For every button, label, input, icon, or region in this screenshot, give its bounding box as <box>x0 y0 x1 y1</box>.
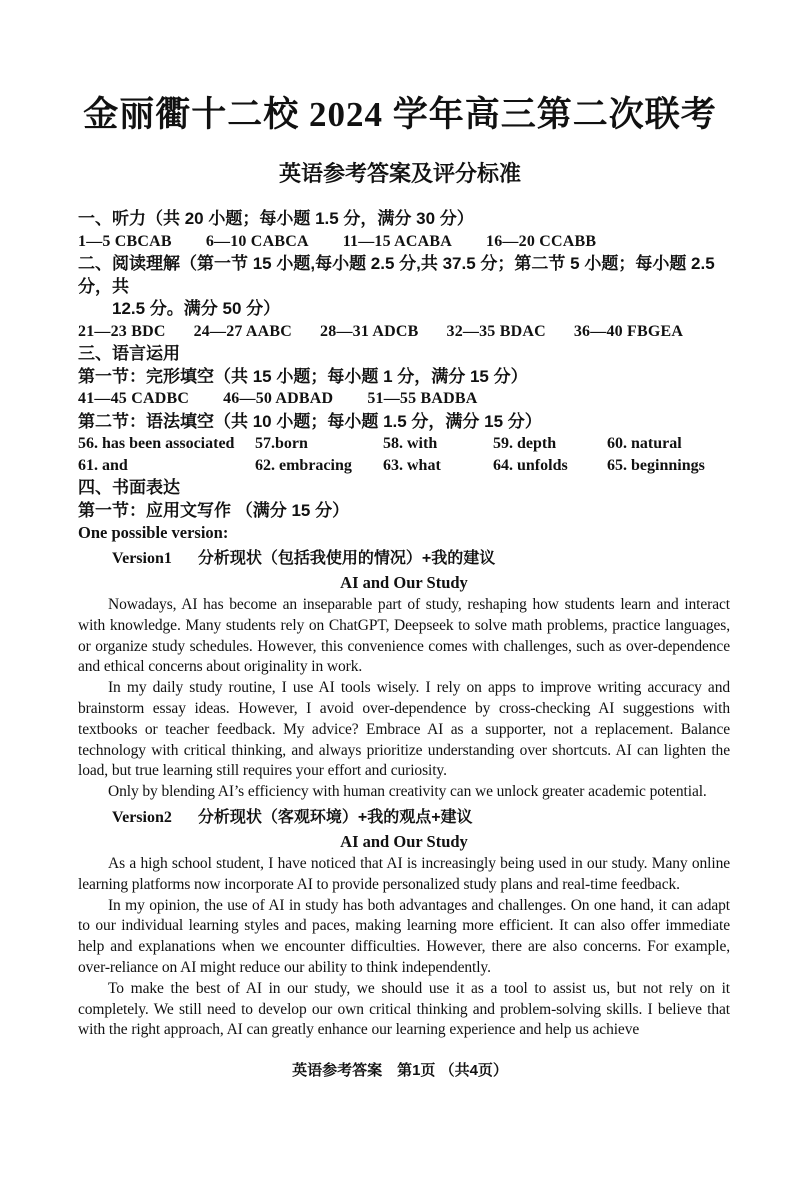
reading-heading-line1: 二、阅读理解（第一节 15 小题,每小题 2.5 分,共 37.5 分；第二节 5 小题；每小题 2.5 分，共 <box>78 254 715 296</box>
grammar-heading: 第二节：语法填空（共 10 小题；每小题 1.5 分，满分 15 分） <box>78 411 542 431</box>
version2-label: Version2 <box>112 808 172 826</box>
writing-section-heading: 四、书面表达 <box>78 478 180 497</box>
version2-essay-title: AI and Our Study <box>340 831 468 851</box>
essay-paragraph: As a high school student, I have noticed that AI is increasingly being used in our study. Many online learning platforms now incorporate AI to provide personalized study plans and real-time feedback. <box>78 854 730 893</box>
version1-label: Version1 <box>112 550 172 567</box>
grammar-answers-grid <box>78 433 730 477</box>
listening-answer-group: 11—15 ACABA <box>342 232 453 250</box>
grammar-answer-cell: 63. what <box>383 457 441 474</box>
listening-answer-group: 1—5 CBCAB <box>78 232 172 250</box>
reading-answer-group: 21—23 BDC <box>78 322 166 340</box>
page-footer: 英语参考答案 第1页 （共4页） <box>292 1062 508 1080</box>
language-use-heading: 三、语言运用 <box>78 344 180 363</box>
grammar-answer-cell: 65. beginnings <box>607 457 705 474</box>
writing-part1-heading: 第一节：应用文写作 （满分 15 分） <box>78 500 350 520</box>
grammar-answer-cell: 57.born <box>255 435 308 452</box>
reading-section-heading <box>78 253 730 321</box>
essay-paragraph: Nowadays, AI has become an inseparable part of study, reshaping how students learn and interact with knowledge. Many students rely on ChatGPT, Deepseek to solve math problems, practice languages, or organize study schedules. However, this convenience comes with challenges, such as over-dependence and ethical concerns about originality in work. <box>78 596 730 676</box>
cloze-heading: 第一节：完形填空（共 15 小题；每小题 1 分，满分 15 分） <box>78 366 528 386</box>
cloze-answer-group: 41—45 CADBC <box>78 390 190 407</box>
version1-heading <box>78 548 730 569</box>
cloze-answers-row <box>78 388 730 411</box>
version1-essay-title: AI and Our Study <box>340 573 468 592</box>
version2-essay-body <box>78 854 730 1041</box>
listening-answer-group: 16—20 CCABB <box>486 232 597 250</box>
reading-answer-group: 28—31 ADCB <box>320 322 419 340</box>
listening-answers-row <box>78 231 730 254</box>
grammar-answer-cell: 60. natural <box>607 435 682 452</box>
grammar-answer-cell: 56. has been associated <box>78 435 235 452</box>
possible-version-label: One possible version: <box>78 523 229 542</box>
grammar-answer-cell: 61. and <box>78 457 128 474</box>
reading-answer-group: 36—40 FBGEA <box>573 322 684 340</box>
essay-paragraph: To make the best of AI in our study, we should use it as a tool to assist us, but not rely on it completely. We still need to develop our own critical thinking and problem-solving skills. I believe that with the right approach, AI can greatly enhance our learning experience and help us achieve <box>78 979 730 1039</box>
version1-essay-body <box>78 595 730 803</box>
listening-section-heading: 一、听力（共 20 小题；每小题 1.5 分，满分 30 分） <box>78 209 474 228</box>
page-subtitle: 英语参考答案及评分标准 <box>278 161 521 186</box>
listening-answer-group: 6—10 CABCA <box>205 232 309 250</box>
reading-answers-row <box>78 321 730 344</box>
version2-heading <box>78 807 730 828</box>
cloze-answer-group: 51—55 BADBA <box>367 390 478 407</box>
reading-answer-group: 24—27 AABC <box>193 322 293 340</box>
reading-heading-line2: 12.5 分。满分 50 分） <box>112 299 281 318</box>
grammar-answer-cell: 62. embracing <box>255 457 352 474</box>
essay-paragraph: In my opinion, the use of AI in study has both advantages and challenges. On one hand, it can adapt to our individual learning styles and paces, making learning more efficient. It can also offer immediate help and explanations when we encounter difficulties. However, there are also concerns. For example, over-reliance on AI might reduce our ability to think independently. <box>78 896 730 976</box>
grammar-answer-cell: 58. with <box>383 435 438 452</box>
cloze-answer-group: 46—50 ADBAD <box>223 390 334 407</box>
grammar-answer-cell: 64. unfolds <box>493 457 568 474</box>
version1-description: 分析现状（包括我使用的情况）+我的建议 <box>197 550 496 567</box>
answer-content <box>0 208 800 1041</box>
grammar-answer-cell: 59. depth <box>493 435 557 452</box>
reading-answer-group: 32—35 BDAC <box>446 322 546 340</box>
essay-paragraph: In my daily study routine, I use AI tools wisely. I rely on apps to improve writing accuracy and brainstorm essay ideas. However, I avoid over-dependence by cross-checking AI suggestions with textbooks or teacher feedback. My advice? Embrace AI as a supporter, not a replacement. Balance technology with critical thinking, and always prioritize understanding over shortcuts. AI can lighten the load, but true learning still requires your effort and curiosity. <box>78 679 730 780</box>
page-title: 金丽衢十二校 2024 学年高三第二次联考 <box>83 95 717 134</box>
essay-paragraph: Only by blending AI’s efficiency with human creativity can we unlock greater academic potential. <box>108 783 707 801</box>
version2-description: 分析现状（客观环境）+我的观点+建议 <box>197 808 473 826</box>
